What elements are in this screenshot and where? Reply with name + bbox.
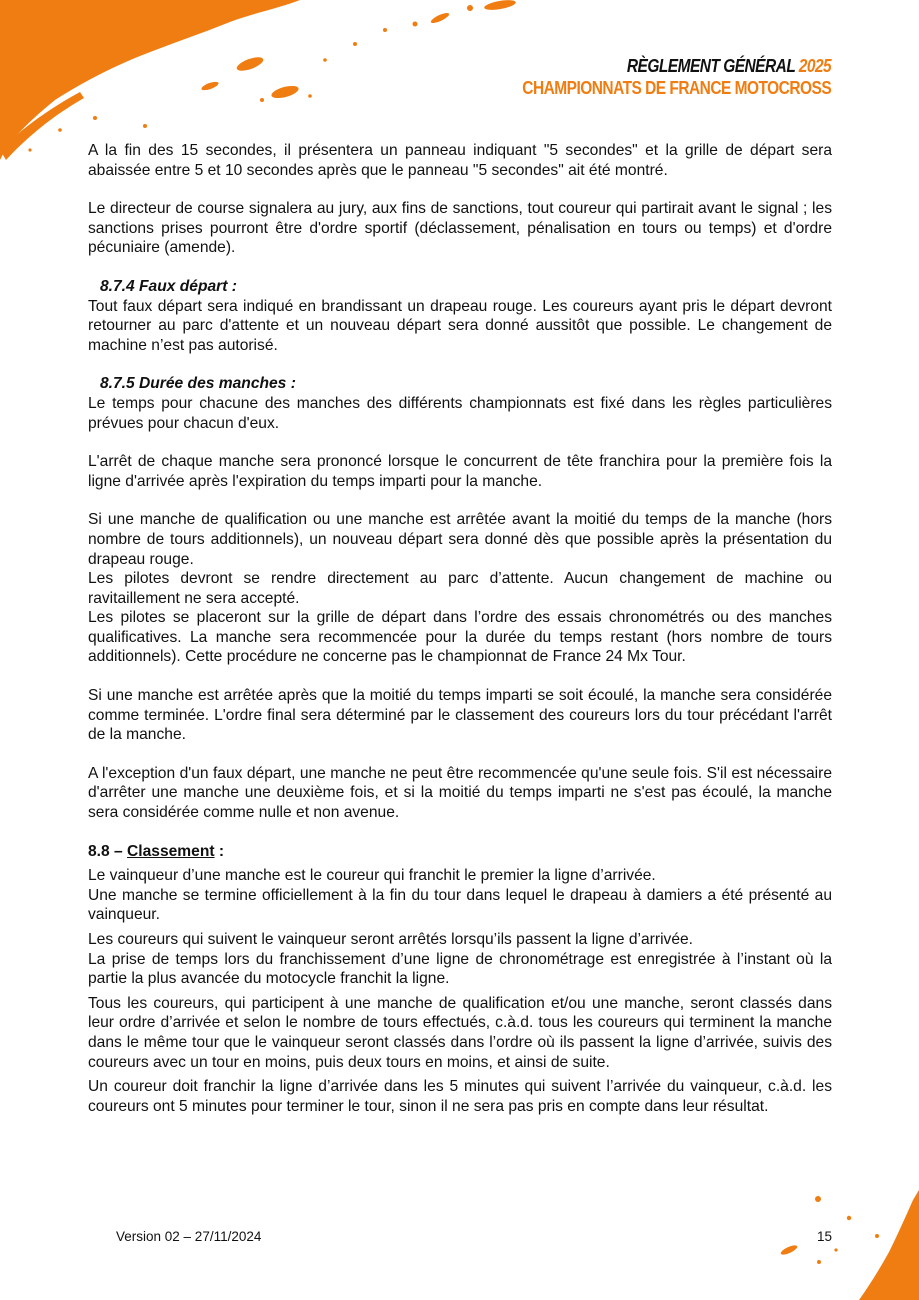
header-title-year: 2025: [798, 56, 831, 76]
section-colon: :: [214, 842, 225, 860]
paragraph: Si une manche est arrêtée après que la moitié du temps imparti se soit écoulé, la manche sera considérée comme terminée. L'ordre final sera déterminé par le classement des coureurs lors du tour précédant l'arrêt de la manche.: [88, 687, 832, 744]
paragraph: Le directeur de course signalera au jury, aux fins de sanctions, tout coureur qui partirait avant le signal ; les sanctions prises pourront être d'ordre sportif (déclassement, pénalisation en tours ou temps) et d'ordre pécuniaire (amende).: [88, 200, 832, 257]
section-number: 8.8 –: [88, 842, 128, 860]
paragraph: Le vainqueur d’une manche est le coureur qui franchit le premier la ligne d’arrivée.: [88, 867, 656, 885]
paragraph: A la fin des 15 secondes, il présentera un panneau indiquant "5 secondes" et la grille de départ sera abaissée entre 5 et 10 secondes après que le panneau "5 secondes" ait été montré.: [88, 142, 832, 179]
paragraph: A l'exception d'un faux départ, une manche ne peut être recommencée qu'une seule fois. S'il est nécessaire d'arrêter une manche une deuxième fois, et si la moitié du temps imparti ne s'est pas écoulé, la manche sera considérée comme nulle et non avenue.: [88, 764, 832, 822]
paragraph: Un coureur doit franchir la ligne d’arrivée dans les 5 minutes qui suivent l’arrivée du vainqueur, c.à.d. les coureurs ont 5 minutes pour terminer le tour, sinon il ne sera pas pris en compte dans leur résultat.: [88, 1078, 832, 1115]
header-title-main: RÈGLEMENT GÉNÉRAL: [626, 56, 795, 76]
paragraph: Si une manche de qualification ou une manche est arrêtée avant la moitié du temps de la manche (hors nombre de tours additionnels), un nouveau départ sera donné dès que possible après la présentation du drapeau rouge.: [88, 511, 832, 568]
orange-splash-bottom-decoration: [739, 1190, 919, 1300]
footer-version: Version 02 – 27/11/2024: [116, 1229, 262, 1244]
subsection-heading-8-7-5: 8.7.5 Durée des manches :: [100, 375, 296, 393]
subsection-heading-8-7-4: 8.7.4 Faux départ :: [100, 277, 237, 295]
paragraph: Les pilotes se placeront sur la grille de départ dans l’ordre des essais chronométrés ou des manches qualificatives. La manche sera recommencée pour la durée du temps restant (hors nombre de tours additionnels). Cette procédure ne concerne pas le championnat de France 24 Mx Tour.: [88, 609, 832, 666]
header-subtitle: CHAMPIONNATS DE FRANCE MOTOCROSS: [522, 78, 831, 98]
section-heading-8-8: [88, 842, 832, 862]
document-body: [88, 141, 832, 1116]
paragraph: Les pilotes devront se rendre directement au parc d’attente. Aucun changement de machine ou ravitaillement ne sera accepté.: [88, 570, 832, 607]
paragraph: Tous les coureurs, qui participent à une manche de qualification et/ou une manche, seront classés dans leur ordre d’arrivée et selon le nombre de tours effectués, c.à.d. tous les coureurs qui terminent la manche dans le même tour que le vainqueur seront classés dans l’ordre où ils passent la ligne d’arrivée, suivis des coureurs avec un tour en moins, puis deux tours en moins, et ainsi de suite.: [88, 994, 832, 1071]
paragraph: Les coureurs qui suivent le vainqueur seront arrêtés lorsqu’ils passent la ligne d’arrivée.: [88, 931, 694, 948]
paragraph: Tout faux départ sera indiqué en brandissant un drapeau rouge. Les coureurs ayant pris le départ devront retourner au parc d'attente et un nouveau départ sera donné aussitôt que possible. Le changement de machine n’est pas autorisé.: [88, 297, 832, 354]
paragraph: L'arrêt de chaque manche sera prononcé lorsque le concurrent de tête franchira pour la première fois la ligne d'arrivée après l'expiration du temps imparti pour la manche.: [88, 453, 832, 490]
paragraph: La prise de temps lors du franchissement d’une ligne de chronométrage est enregistrée à l’instant où la partie la plus avancée du motocycle franchit la ligne.: [88, 950, 832, 988]
page-number: 15: [817, 1229, 833, 1244]
section-title: Classement: [127, 842, 215, 860]
document-header: [522, 56, 831, 100]
paragraph: Une manche se termine officiellement à la fin du tour dans lequel le drapeau à damiers a été présenté au vainqueur.: [88, 886, 832, 924]
paragraph: Le temps pour chacune des manches des différents championnats est fixé dans les règles particulières prévues pour chacun d'eux.: [88, 394, 832, 432]
header-title: [522, 56, 831, 76]
